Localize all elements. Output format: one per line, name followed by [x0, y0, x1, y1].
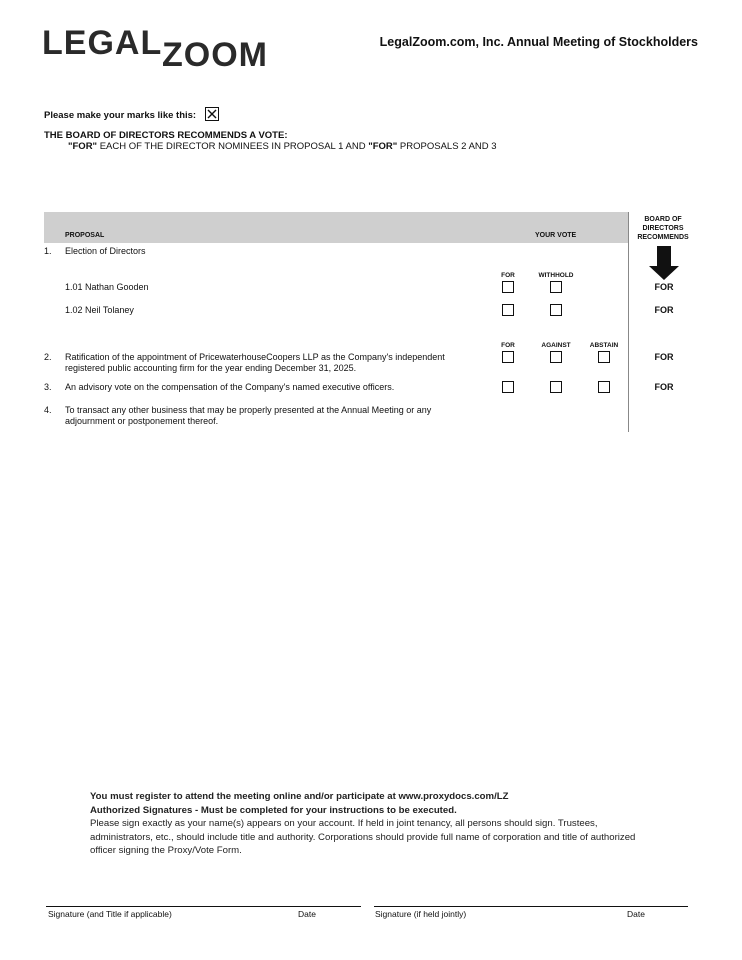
- nominee-2-for-checkbox[interactable]: [502, 304, 514, 316]
- proposal-2-abstain-checkbox[interactable]: [598, 351, 610, 363]
- nominee-2-withhold-checkbox[interactable]: [550, 304, 562, 316]
- nominee-1-withhold-checkbox[interactable]: [550, 281, 562, 293]
- nominee-1-for-checkbox[interactable]: [502, 281, 514, 293]
- proposal-2-number: 2.: [44, 352, 52, 362]
- proposal-1-text: Election of Directors: [65, 246, 146, 256]
- down-arrow-icon: [649, 246, 679, 285]
- rec-for-2: "FOR": [368, 141, 398, 152]
- proposal-2-board-recommendation: FOR: [654, 352, 674, 362]
- board-recommendation-heading: THE BOARD OF DIRECTORS RECOMMENDS A VOTE:: [44, 130, 288, 141]
- rec-for-1: "FOR": [68, 141, 98, 152]
- column-header-your-vote: YOUR VOTE: [535, 232, 577, 239]
- nominee-1-name: 1.01 Nathan Gooden: [65, 282, 149, 292]
- proposal-2-text-line-1: Ratification of the appointment of PricewaterhouseCoopers LLP as the Company's independent: [65, 352, 445, 362]
- authorized-signatures-notice: Authorized Signatures - Must be completed for your instructions to be executed.: [90, 804, 457, 816]
- board-column-divider: [628, 212, 629, 432]
- date-1-label: Date: [298, 909, 316, 919]
- proposal-4-text: [65, 405, 485, 426]
- proposal-3-against-checkbox[interactable]: [550, 381, 562, 393]
- proposal-3-abstain-checkbox[interactable]: [598, 381, 610, 393]
- nominee-1-board-recommendation: FOR: [654, 282, 674, 292]
- sample-mark-icon: [205, 107, 219, 121]
- option-header-against: AGAINST: [541, 342, 571, 349]
- proposal-2-against-checkbox[interactable]: [550, 351, 562, 363]
- signature-line-1[interactable]: [46, 906, 361, 907]
- board-header-line-1: BOARD OF: [644, 216, 682, 223]
- signature-2-label: Signature (if held jointly): [375, 909, 467, 919]
- proposal-2-for-checkbox[interactable]: [502, 351, 514, 363]
- signature-1-label: Signature (and Title if applicable): [48, 909, 172, 919]
- option-header-abstain: ABSTAIN: [589, 342, 619, 349]
- proposal-4-text-line-2: adjournment or postponement thereof.: [65, 415, 219, 426]
- board-header-line-2: DIRECTORS: [642, 225, 684, 232]
- signature-line-2[interactable]: [374, 906, 688, 907]
- board-recommendation-text: [68, 141, 497, 152]
- page-title: LegalZoom.com, Inc. Annual Meeting of Stockholders: [379, 35, 698, 49]
- proposal-2-text: [65, 352, 485, 373]
- rec-text-1: EACH OF THE DIRECTOR NOMINEES IN PROPOSAL 1 AND: [97, 141, 369, 152]
- nominee-2-board-recommendation: FOR: [654, 305, 674, 315]
- proposal-4-number: 4.: [44, 405, 52, 415]
- footer-instructions: [90, 790, 650, 858]
- column-header-board-recommends: [632, 215, 694, 242]
- proposal-4-text-line-1: To transact any other business that may be properly presented at the Annual Meeting or any: [65, 405, 432, 415]
- board-header-line-3: RECOMMENDS: [637, 234, 689, 241]
- option-header-for-2: FOR: [501, 342, 515, 349]
- logo-text-legal: LEGAL: [42, 24, 163, 62]
- proposal-2-text-line-2: registered public accounting firm for the year ending December 31, 2025.: [65, 362, 357, 373]
- logo-text-zoom: ZOOM: [162, 36, 268, 74]
- option-header-for: FOR: [501, 272, 515, 279]
- signing-instructions: Please sign exactly as your name(s) appears on your account. If held in joint tenancy, all persons should sign. Trustees, administrators, etc., should include title and authority. Corporations should provide full name of corporation and title of authorized officer signing the Proxy/Vote Form.: [90, 818, 636, 856]
- proposal-3-text: An advisory vote on the compensation of the Company's named executive officers.: [65, 382, 395, 392]
- column-header-proposal: PROPOSAL: [65, 232, 105, 239]
- nominee-2-name: 1.02 Neil Tolaney: [65, 305, 134, 315]
- date-2-label: Date: [627, 909, 645, 919]
- proposal-3-board-recommendation: FOR: [654, 382, 674, 392]
- proposal-3-number: 3.: [44, 382, 52, 392]
- proposal-3-for-checkbox[interactable]: [502, 381, 514, 393]
- proposal-1-number: 1.: [44, 246, 52, 256]
- register-notice: You must register to attend the meeting online and/or participate at www.proxydocs.com/LZ: [90, 791, 509, 802]
- option-header-withhold: WITHHOLD: [538, 272, 574, 279]
- marks-instruction: Please make your marks like this:: [44, 110, 197, 121]
- rec-text-2: PROPOSALS 2 AND 3: [397, 141, 497, 152]
